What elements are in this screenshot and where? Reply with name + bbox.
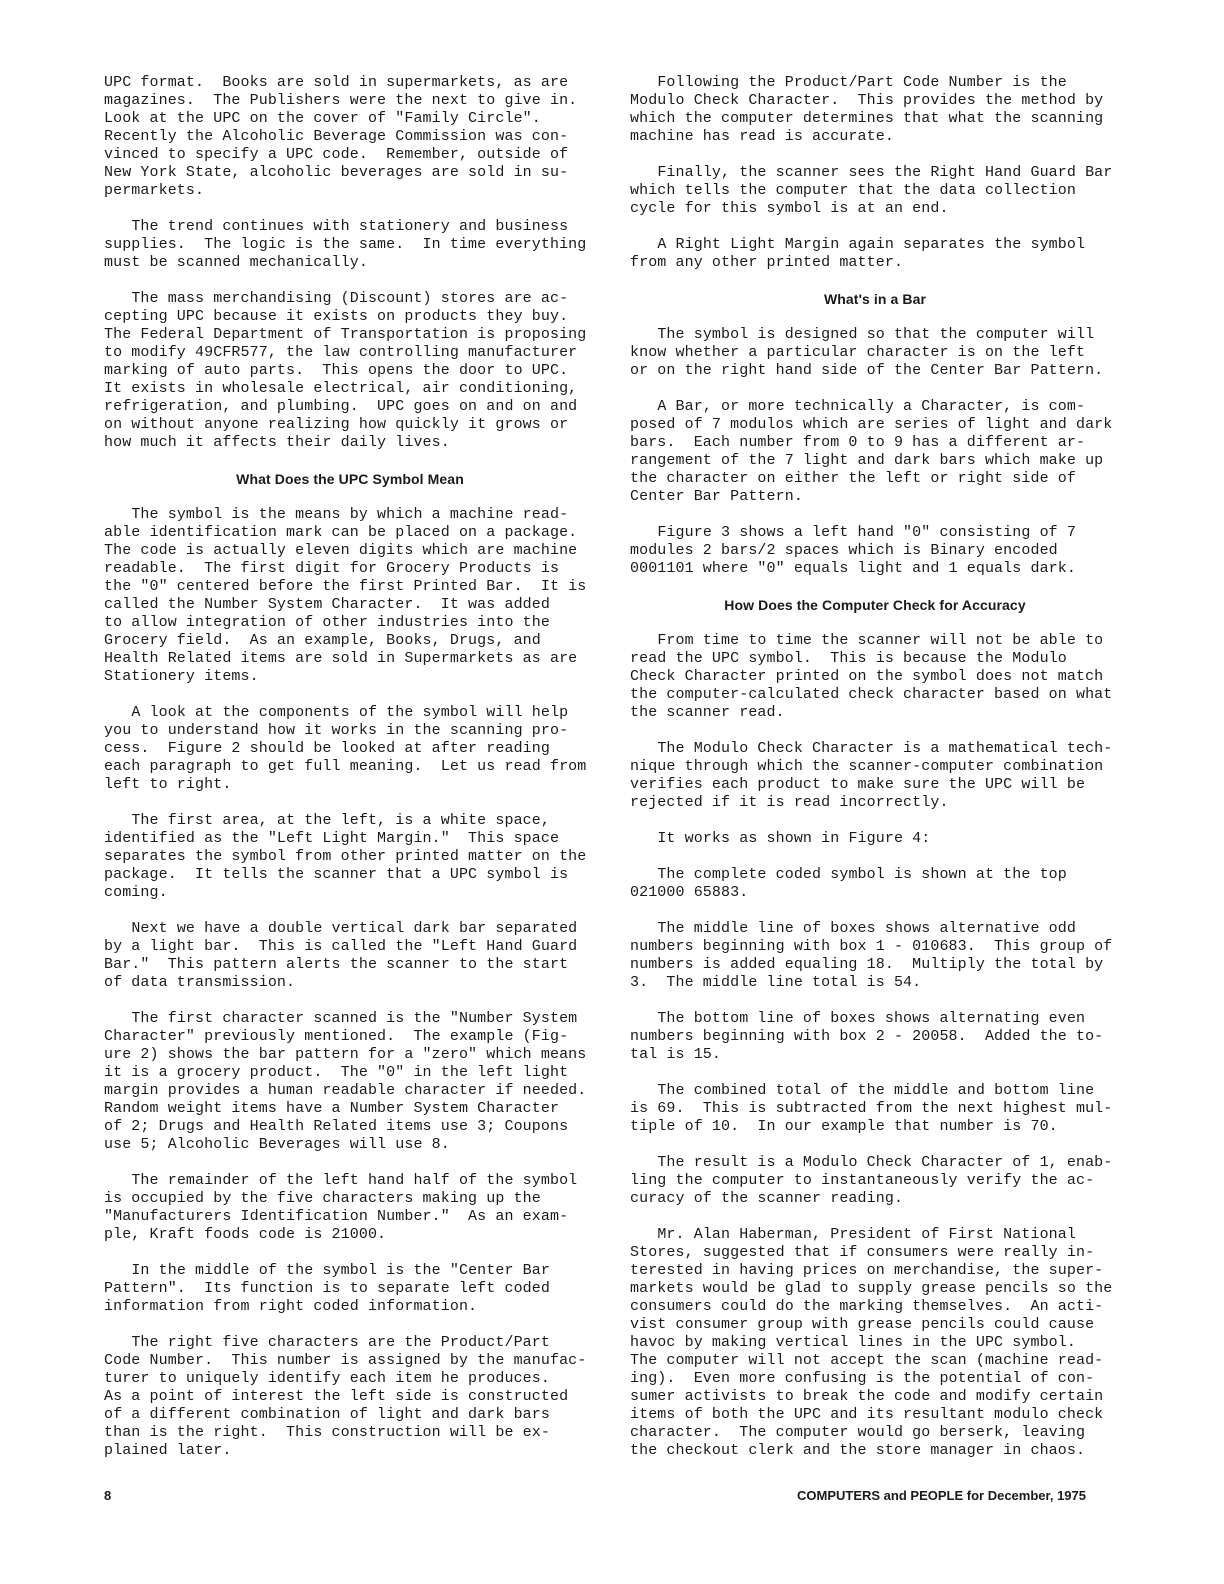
paragraph: The Modulo Check Character is a mathematical tech- nique through which the scanner-computer combination verifies each product to make sure the UPC will be rejected if it is read incorrectly.: [630, 740, 1113, 811]
paragraph: The first area, at the left, is a white space, identified as the "Left Light Margin." This space separates the symbol from other printed matter on the package. It tells the scanner that a UPC symbol is coming.: [104, 812, 587, 901]
paragraph: A Bar, or more technically a Character, is com- posed of 7 modulos which are series of light and dark bars. Each number from 0 to 9 has a different ar- rangement of the 7 light and dark bars which make up the character on either the left or right side of Center Bar Pattern.: [630, 398, 1113, 505]
paragraph: The combined total of the middle and bottom line is 69. This is subtracted from the next highest mul- tiple of 10. In our example that number is 70.: [630, 1082, 1113, 1135]
paragraph: A Right Light Margin again separates the symbol from any other printed matter.: [630, 236, 1086, 271]
paragraph: The middle line of boxes shows alternative odd numbers beginning with box 1 - 010683. This group of numbers is added equaling 18. Multiply the total by 3. The middle line total is 54.: [630, 920, 1113, 991]
paragraph: The first character scanned is the "Number System Character" previously mentioned. The example (Fig- ure 2) shows the bar pattern for a "zero" which means it is a grocery product. The "0" in the left light margin provides a human readable character if needed. Random weight items have a Number System Character of 2; Drugs and Health Related items use 3; Coupons use 5; Alcoholic Beverages will use 8.: [104, 1010, 587, 1153]
paragraph: The trend continues with stationery and business supplies. The logic is the same. In time everything must be scanned mechanically.: [104, 218, 587, 271]
paragraph: Figure 3 shows a left hand "0" consisting of 7 modules 2 bars/2 spaces which is Binary encoded 0001101 where "0" equals light and 1 equals dark.: [630, 524, 1076, 577]
paragraph: Following the Product/Part Code Number is the Modulo Check Character. This provides the method by which the computer determines that what the scanning machine has read is accurate.: [630, 74, 1104, 145]
paragraph: From time to time the scanner will not be able to read the UPC symbol. This is because the Modulo Check Character printed on the symbol does not match the computer-calculated check character based on what the scanner read.: [630, 632, 1113, 721]
left-column: [104, 74, 596, 1478]
paragraph: The right five characters are the Product/Part Code Number. This number is assigned by the manufac- turer to uniquely identify each item he produces. As a point of interest the left side is constructed of a different combination of light and dark bars than is the right. This construction will be ex- plained later.: [104, 1334, 587, 1459]
paragraph: The bottom line of boxes shows alternating even numbers beginning with box 2 - 20058. Added the to- tal is 15.: [630, 1010, 1104, 1063]
paragraph: In the middle of the symbol is the "Center Bar Pattern". Its function is to separate left coded information from right coded information.: [104, 1262, 550, 1315]
paragraph: UPC format. Books are sold in supermarkets, as are magazines. The Publishers were the next to give in. Look at the UPC on the cover of "Family Circle". Recently the Alcoholic Beverage Commission was con- vinced to specify a UPC code. Remember, outside of New York State, alcoholic beverages are sold in su- permarkets.: [104, 74, 578, 199]
paragraph: The symbol is the means by which a machine read- able identification mark can be placed on a package. The code is actually eleven digits which are machine readable. The first digit for Grocery Products is the "0" centered before the first Printed Bar. It is called the Number System Character. It was added to allow integration of other industries into the Grocery field. As an example, Books, Drugs, and Health Related items are sold in Supermarkets as are Stationery items.: [104, 506, 587, 685]
page-number: 8: [104, 1488, 112, 1503]
running-footer: COMPUTERS and PEOPLE for December, 1975: [797, 1488, 1086, 1503]
section-heading: How Does the Computer Check for Accuracy: [724, 597, 1026, 613]
paragraph: The remainder of the left hand half of the symbol is occupied by the five characters making up the "Manufacturers Identification Number." As an exam- ple, Kraft foods code is 21000.: [104, 1172, 578, 1243]
paragraph: A look at the components of the symbol will help you to understand how it works in the scanning pro- cess. Figure 2 should be looked at after reading each paragraph to get full meaning. Let us read from left to right.: [104, 704, 587, 793]
paragraph: Mr. Alan Haberman, President of First National Stores, suggested that if consumers were really in- terested in having prices on merchandise, the super- markets would be glad to supply grease pencils so the consumers could do the marking themselves. An acti- vist consumer group with grease pencils could cause havoc by making vertical lines in the UPC symbol. The computer will not accept the scan (machine read- ing). Even more confusing is the potential of con- sumer activists to break the code and modify certain items of both the UPC and its resultant modulo check character. The computer would go berserk, leaving the checkout clerk and the store manager in chaos.: [630, 1226, 1113, 1459]
section-heading: What's in a Bar: [823, 291, 927, 307]
paragraph: The mass merchandising (Discount) stores are ac- cepting UPC because it exists on products they buy. The Federal Department of Transportation is proposing to modify 49CFR577, the law controlling manufacturer marking of auto parts. This opens the door to UPC. It exists in wholesale electrical, air conditioning, refrigeration, and plumbing. UPC goes on and on and on without anyone realizing how quickly it grows or how much it affects their daily lives.: [104, 290, 587, 451]
paragraph: Next we have a double vertical dark bar separated by a light bar. This is called the "Left Hand Guard Bar." This pattern alerts the scanner to the start of data transmission.: [104, 920, 578, 991]
paragraph: It works as shown in Figure 4:: [630, 830, 931, 847]
paragraph: Finally, the scanner sees the Right Hand Guard Bar which tells the computer that the data collection cycle for this symbol is at an end.: [630, 164, 1113, 217]
paragraph: The complete coded symbol is shown at the top 021000 65883.: [630, 866, 1067, 901]
section-heading: What Does the UPC Symbol Mean: [236, 471, 464, 487]
right-column: [630, 74, 1120, 1478]
paragraph: The symbol is designed so that the computer will know whether a particular character is on the left or on the right hand side of the Center Bar Pattern.: [630, 326, 1104, 379]
paragraph: The result is a Modulo Check Character of 1, enab- ling the computer to instantaneously verify the ac- curacy of the scanner reading.: [630, 1154, 1113, 1207]
